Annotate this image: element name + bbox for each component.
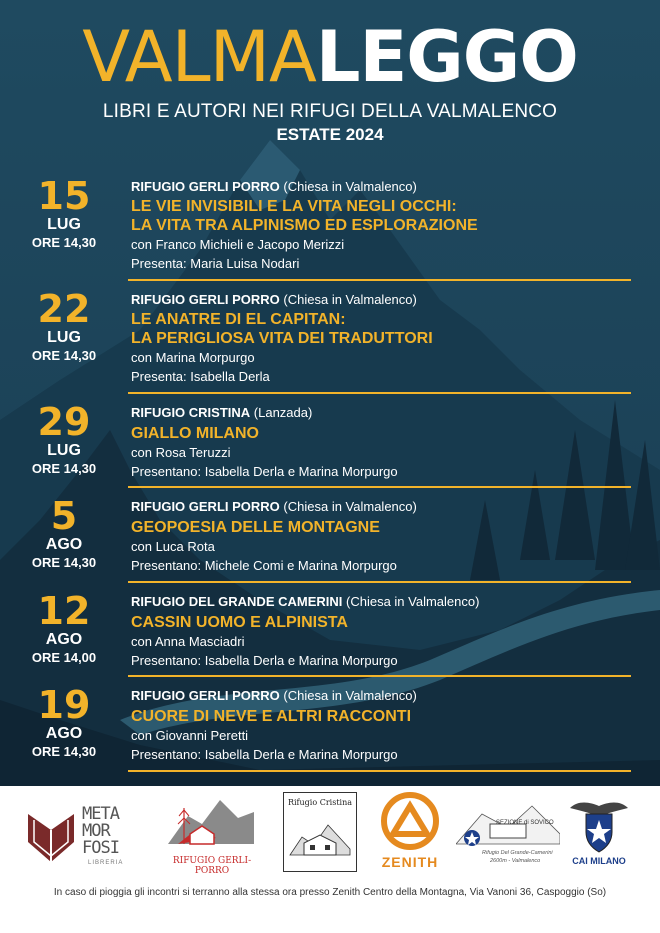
event-time: ORE 14,30: [31, 744, 97, 759]
mountain-hut-icon: [168, 794, 254, 852]
event-venue: [131, 404, 641, 421]
event-guests: con Franco Michieli e Jacopo Merizzi: [131, 237, 345, 252]
rifugio-cristina-logo: [283, 792, 357, 872]
gerli-porro-text: RIFUGIO GERLI-PORRO: [172, 856, 252, 876]
header: [0, 18, 660, 146]
zenith-emblem-icon: [381, 792, 439, 850]
season: ESTATE 2024: [276, 125, 384, 144]
event-day: 22: [37, 287, 91, 331]
book-title: CASSIN UOMO E ALPINISTA: [131, 614, 348, 631]
event-time: ORE 14,30: [31, 235, 97, 250]
event-presenter: Presenta: Isabella Derla: [131, 369, 270, 384]
book-title-line2: LA VITA TRA ALPINISMO ED ESPLORAZIONE: [131, 217, 478, 234]
separator: [128, 675, 631, 677]
title-bold: LEGGO: [315, 16, 578, 98]
book-title-line1: LE VIE INVISIBILI E LA VITA NEGLI OCCHI:: [131, 198, 457, 215]
separator: [128, 392, 631, 394]
event-day: 15: [37, 174, 91, 218]
rain-notice: In caso di pioggia gli incontri si terranno alla stessa ora presso Zenith Centro della Montagna, Via Vanoni 36, Caspoggio (So): [53, 887, 607, 898]
cai-milano-logo: [566, 798, 632, 870]
venue-name: RIFUGIO GERLI PORRO: [131, 179, 280, 194]
chalet-icon: [288, 815, 352, 861]
event-month: LUG: [47, 216, 81, 233]
event-venue: [131, 498, 641, 515]
event-guests: con Anna Masciadri: [131, 634, 245, 649]
event-presenter: Presentano: Isabella Derla e Marina Morpurgo: [131, 747, 398, 762]
book-title: CUORE DI NEVE E ALTRI RACCONTI: [131, 708, 412, 725]
event-month: AGO: [45, 536, 83, 553]
event-venue: [131, 593, 641, 610]
event-time: ORE 14,00: [31, 650, 97, 665]
event-guests: con Luca Rota: [131, 539, 215, 554]
event-guests: con Giovanni Peretti: [131, 728, 249, 743]
sovico-text-2: Rifugio Del Grande-Camerini: [482, 850, 553, 856]
book-title: GEOPOESIA DELLE MONTAGNE: [131, 519, 380, 536]
event-info: [131, 404, 641, 481]
book-title-line1: LE ANATRE DI EL CAPITAN:: [131, 311, 346, 328]
event-presenter: Presentano: Michele Comi e Marina Morpurgo: [131, 558, 397, 573]
event-info: [131, 593, 641, 670]
separator: [128, 581, 631, 583]
event-month: AGO: [45, 725, 83, 742]
event-date: [0, 289, 128, 364]
venue-name: RIFUGIO GERLI PORRO: [131, 499, 280, 514]
event-guests: con Rosa Teruzzi: [131, 445, 231, 460]
book-title: GIALLO MILANO: [131, 425, 259, 442]
book-title-line2: LA PERIGLIOSA VITA DEI TRADUTTORI: [131, 330, 433, 347]
book-heart-icon: [26, 808, 76, 864]
metamorfosi-logo: [26, 804, 136, 870]
event-date: [0, 176, 128, 251]
metamorfosi-sub: LIBRERIA: [88, 860, 124, 866]
gerli-porro-logo: [162, 794, 262, 874]
event-day: 29: [37, 400, 91, 444]
venue-place: (Chiesa in Valmalenco): [279, 499, 417, 514]
venue-place: (Lanzada): [250, 405, 313, 420]
event-info: [131, 687, 641, 764]
event-venue: [131, 687, 641, 704]
event-date: [0, 402, 128, 477]
sovico-text-1: SEZIONE di SOVICO: [496, 820, 554, 826]
event-presenter: Presentano: Isabella Derla e Marina Morpurgo: [131, 464, 398, 479]
event-time: ORE 14,30: [31, 461, 97, 476]
venue-place: (Chiesa in Valmalenco): [279, 688, 417, 703]
venue-place: (Chiesa in Valmalenco): [279, 292, 417, 307]
separator: [128, 486, 631, 488]
venue-name: RIFUGIO DEL GRANDE CAMERINI: [131, 594, 343, 609]
venue-name: RIFUGIO GERLI PORRO: [131, 292, 280, 307]
sovico-text-3: 2600m - Valmalenco: [490, 858, 541, 864]
sovico-logo: [456, 798, 560, 870]
event-presenter: Presenta: Maria Luisa Nodari: [131, 256, 300, 271]
event-presenter: Presentano: Isabella Derla e Marina Morpurgo: [131, 653, 398, 668]
event-time: ORE 14,30: [31, 555, 97, 570]
event-date: [0, 496, 128, 571]
eagle-shield-icon: [568, 798, 630, 854]
event-month: LUG: [47, 442, 81, 459]
venue-name: RIFUGIO CRISTINA: [131, 405, 251, 420]
event-date: [0, 591, 128, 666]
event-month: AGO: [45, 631, 83, 648]
refuge-building-icon: [456, 804, 560, 848]
event-day: 19: [37, 683, 91, 727]
rifugio-cristina-text: Rifugio Cristina: [287, 798, 353, 807]
event-day: 12: [37, 589, 91, 633]
subtitle: LIBRI E AUTORI NEI RIFUGI DELLA VALMALENCO: [102, 101, 558, 122]
separator: [128, 279, 631, 281]
title-light: VALMA: [82, 16, 316, 98]
cai-milano-text: CAI MILANO: [572, 856, 626, 866]
separator: [128, 770, 631, 772]
zenith-logo: [378, 790, 442, 874]
venue-place: (Chiesa in Valmalenco): [279, 179, 417, 194]
event-info: [131, 498, 641, 575]
event-info: [131, 291, 641, 386]
venue-name: RIFUGIO GERLI PORRO: [131, 688, 280, 703]
metamorfosi-text-1: META: [82, 804, 119, 824]
zenith-text: ZENITH: [381, 854, 439, 870]
event-time: ORE 14,30: [31, 348, 97, 363]
sponsor-footer: [0, 786, 660, 933]
event-venue: [131, 178, 641, 195]
event-month: LUG: [47, 329, 81, 346]
metamorfosi-text-2: MOR: [82, 821, 110, 841]
event-venue: [131, 291, 641, 308]
venue-place: (Chiesa in Valmalenco): [342, 594, 480, 609]
festival-title: [0, 18, 660, 96]
event-info: [131, 178, 641, 273]
metamorfosi-text-3: FOSI: [82, 838, 119, 858]
event-day: 5: [50, 494, 78, 538]
event-guests: con Marina Morpurgo: [131, 350, 255, 365]
event-date: [0, 685, 128, 760]
